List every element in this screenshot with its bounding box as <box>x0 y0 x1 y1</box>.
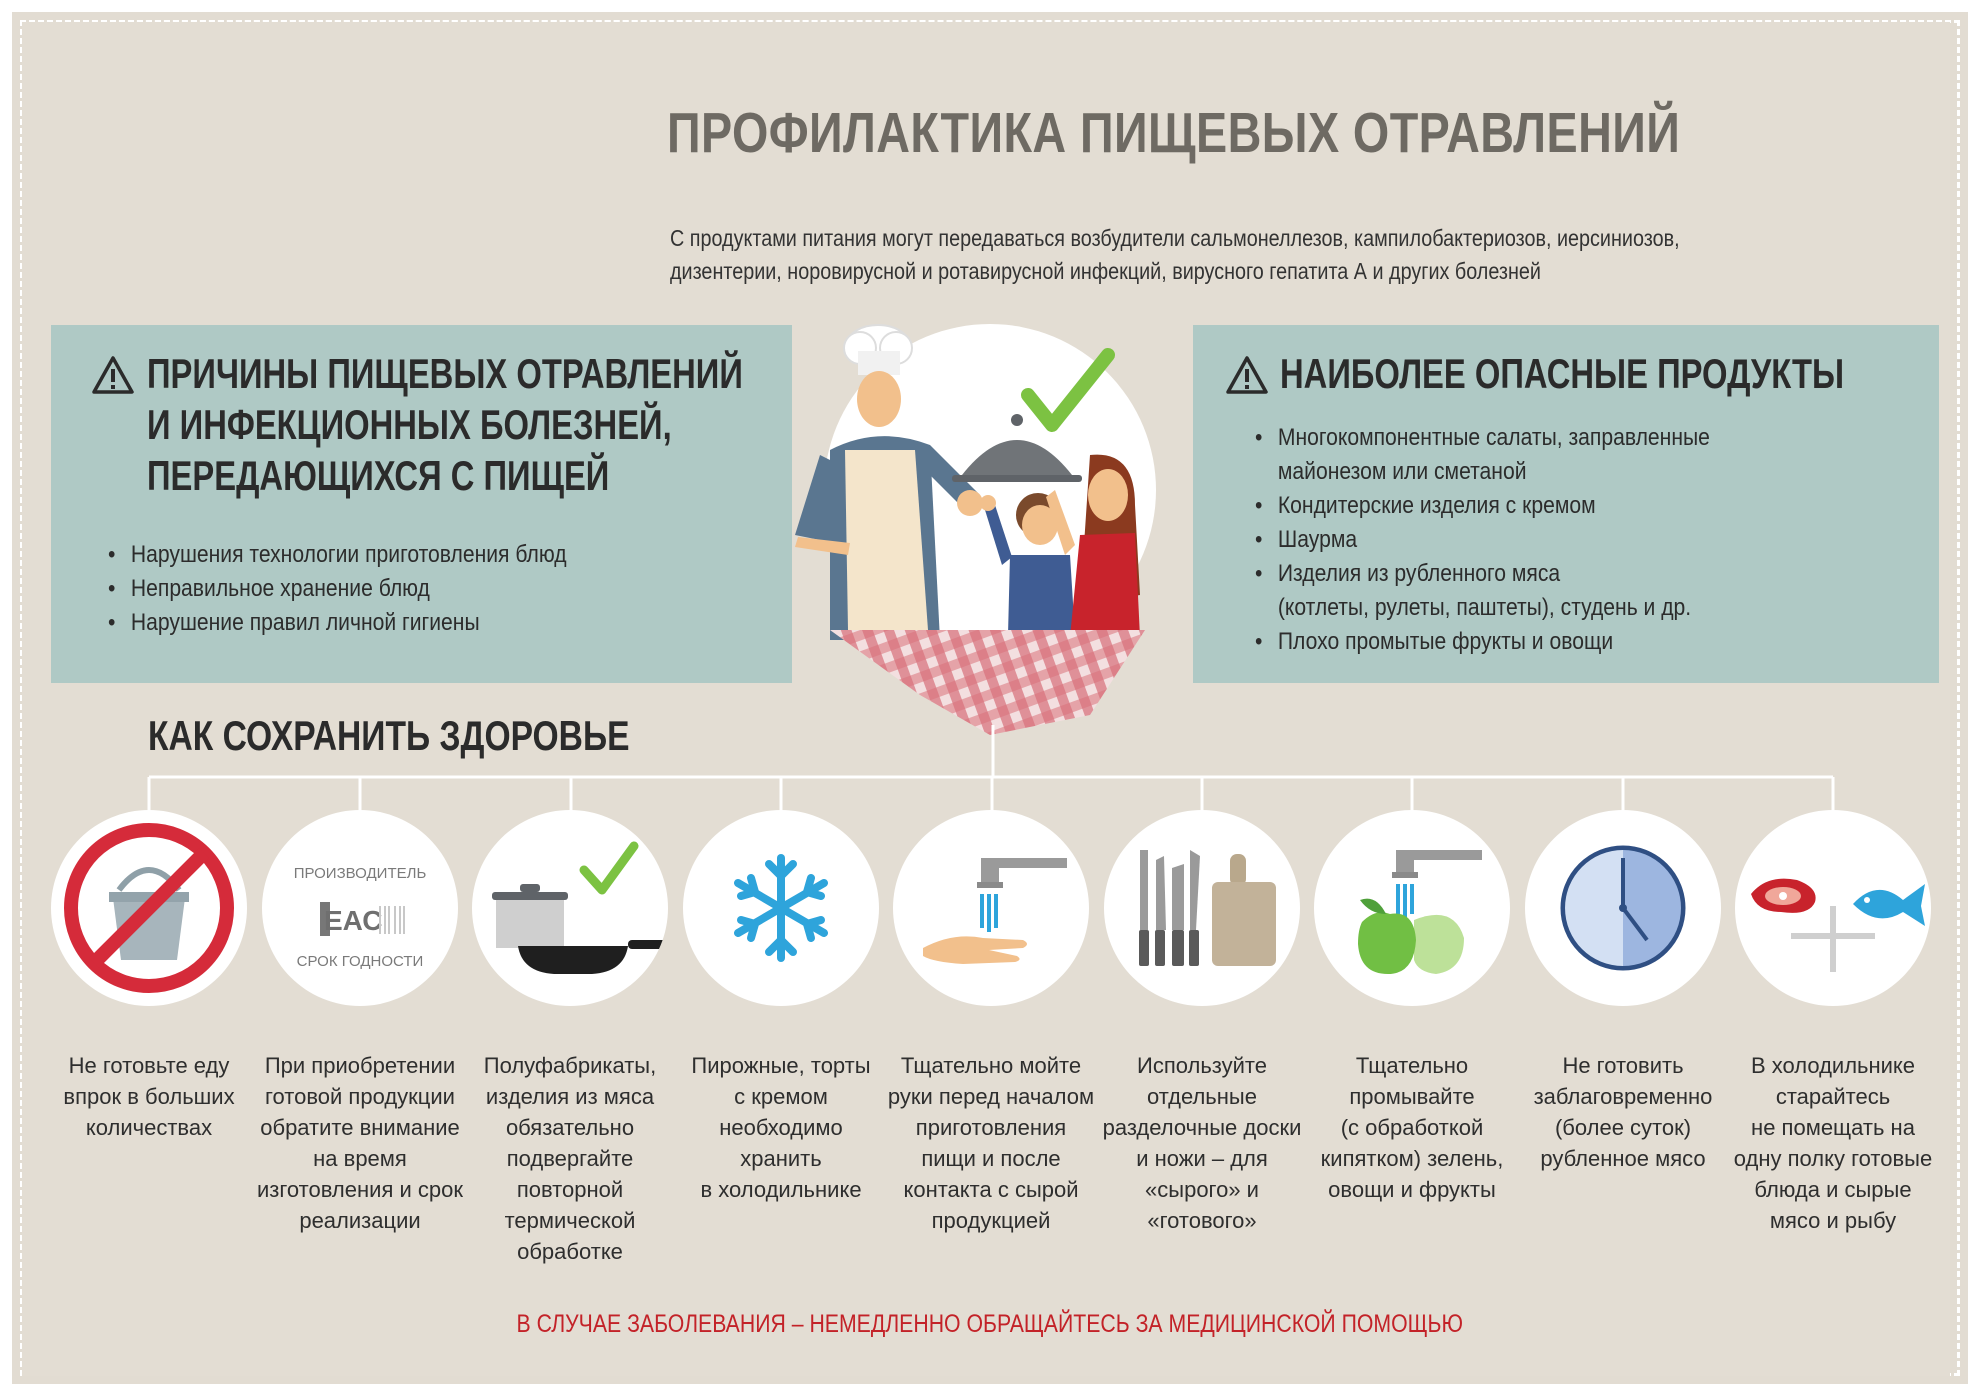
tip-caption-line: Используйте <box>1137 1053 1267 1078</box>
list-item: • Изделия из рубленного мяса <box>1255 560 1561 587</box>
causes-title-line: ПРИЧИНЫ ПИЩЕВЫХ ОТРАВЛЕНИЙ <box>147 350 743 397</box>
tip-circle-product-label <box>262 810 458 1006</box>
tip-caption <box>1508 1050 1738 1174</box>
label-expiry: СРОК ГОДНОСТИ <box>296 953 424 970</box>
dangerous-title: НАИБОЛЕЕ ОПАСНЫЕ ПРОДУКТЫ <box>1280 350 1845 397</box>
tip-caption <box>1297 1050 1527 1205</box>
tip-caption <box>876 1050 1106 1236</box>
tip-caption-line: одну полку готовые <box>1733 1146 1933 1171</box>
tip-circle-meat-fish <box>1735 810 1931 1006</box>
tip-caption-line: обязательно <box>505 1115 635 1140</box>
tip-caption-line: обработке <box>517 1239 623 1264</box>
family-illustration <box>790 315 1190 735</box>
list-item-text: Нарушения технологии приготовления блюд <box>130 541 567 568</box>
dangerous-products-panel <box>1193 325 1939 683</box>
tip-caption-line: В холодильнике <box>1750 1053 1916 1078</box>
tip-caption-line: пищи и после <box>921 1146 1061 1171</box>
tip-circle-knives-board <box>1104 810 1300 1006</box>
tip-caption-line: Тщательно <box>1355 1053 1469 1078</box>
list-item: • Многокомпонентные салаты, заправленные <box>1255 424 1710 451</box>
tip-caption-line: Тщательно мойте <box>900 1053 1082 1078</box>
dangerous-list <box>1255 421 1772 659</box>
causes-title-line: ПЕРЕДАЮЩИХСЯ С ПИЩЕЙ <box>147 452 610 499</box>
tip-caption <box>666 1050 896 1205</box>
tip-caption-line: «сырого» и <box>1145 1177 1259 1202</box>
tip-circle-snowflake <box>683 810 879 1006</box>
meat-fish-icon <box>1735 810 1931 1006</box>
label-manufacturer: ПРОИЗВОДИТЕЛЬ <box>293 865 427 882</box>
causes-list <box>108 538 629 640</box>
hand-wash-icon <box>893 810 1089 1006</box>
list-item: • Нарушения технологии приготовления блюд <box>108 541 567 568</box>
tip-caption-line: (с обработкой <box>1340 1115 1484 1140</box>
tip-circle-hand-wash <box>893 810 1089 1006</box>
intro-text <box>670 222 1702 288</box>
list-item-text: Многокомпонентные салаты, заправленные <box>1277 424 1710 451</box>
tip-caption-line: готовой продукции <box>265 1084 455 1109</box>
tip-circle-cookware <box>472 810 668 1006</box>
tip-caption-line: продукцией <box>931 1208 1051 1233</box>
tip-caption-line: Полуфабрикаты, <box>483 1053 657 1078</box>
snowflake-icon <box>683 810 879 1006</box>
list-item-text: майонезом или сметаной <box>1277 458 1527 485</box>
causes-title <box>147 348 743 501</box>
tip-caption <box>1718 1050 1948 1236</box>
tip-caption-line: Не готовьте еду <box>68 1053 230 1078</box>
tip-caption-line: овощи и фрукты <box>1328 1177 1496 1202</box>
tip-caption-line: отдельные <box>1147 1084 1257 1109</box>
tip-caption <box>455 1050 685 1267</box>
causes-panel <box>51 325 792 683</box>
clock-icon <box>1525 810 1721 1006</box>
tip-caption-line: хранить <box>740 1146 822 1171</box>
footer-text: В СЛУЧАЕ ЗАБОЛЕВАНИЯ – НЕМЕДЛЕННО ОБРАЩАЙТЕСЬ ЗА МЕДИЦИНСКОЙ ПОМОЩЬЮ <box>516 1310 1464 1338</box>
list-item-text: Шаурма <box>1277 526 1358 553</box>
knives-board-icon <box>1104 810 1300 1006</box>
causes-title-line: И ИНФЕКЦИОННЫХ БОЛЕЗНЕЙ, <box>147 401 672 448</box>
tip-caption-line: разделочные доски <box>1102 1115 1302 1140</box>
tip-caption-line: блюда и сырые <box>1754 1177 1912 1202</box>
tip-caption-line: промывайте <box>1349 1084 1475 1109</box>
tip-caption-line: приготовления <box>915 1115 1067 1140</box>
warning-icon <box>91 355 135 395</box>
list-item: • Плохо промытые фрукты и овощи <box>1255 628 1614 655</box>
section-title: КАК СОХРАНИТЬ ЗДОРОВЬЕ <box>148 712 630 759</box>
tip-caption-line: рубленное мясо <box>1540 1146 1706 1171</box>
tip-caption-line: Пирожные, торты <box>691 1053 871 1078</box>
tip-caption-line: не помещать на <box>1751 1115 1915 1140</box>
tip-circle-clock <box>1525 810 1721 1006</box>
tip-caption-line: заблаговременно <box>1533 1084 1713 1109</box>
tip-caption-line: и ножи – для <box>1136 1146 1268 1171</box>
tip-caption-line: подвергайте <box>506 1146 634 1171</box>
tablecloth <box>830 630 1145 735</box>
tip-caption-line: термической <box>504 1208 636 1233</box>
intro-line: С продуктами питания могут передаваться возбудители сальмонеллезов, кампилобактериозов, иерсиниозов, <box>670 225 1680 251</box>
tip-caption-line: старайтесь <box>1775 1084 1891 1109</box>
tip-caption-line: контакта с сырой <box>903 1177 1079 1202</box>
tip-circle-wash-apples <box>1314 810 1510 1006</box>
tip-caption-line: обратите внимание <box>260 1115 460 1140</box>
tip-caption-line: повторной <box>516 1177 624 1202</box>
tip-caption <box>245 1050 475 1236</box>
wash-apples-icon <box>1314 810 1510 1006</box>
list-item-text: Кондитерские изделия с кремом <box>1277 492 1596 519</box>
tip-caption-line: кипятком) зелень, <box>1320 1146 1504 1171</box>
footer-warning <box>0 1310 1980 1339</box>
tip-circle-no-bucket <box>51 810 247 1006</box>
list-item: • Шаурма <box>1255 526 1358 553</box>
list-item-text: Нарушение правил личной гигиены <box>130 609 480 636</box>
list-item-continuation <box>1255 455 1710 489</box>
tip-caption <box>1087 1050 1317 1236</box>
tip-caption-line: на время <box>313 1146 407 1171</box>
tip-caption <box>34 1050 264 1143</box>
tip-caption-line: (более суток) <box>1554 1115 1692 1140</box>
tip-caption-line: мясо и рыбу <box>1769 1208 1897 1233</box>
tip-caption-line: с кремом <box>734 1084 828 1109</box>
cookware-icon <box>472 810 668 1006</box>
tip-caption-line: впрок в больших <box>63 1084 235 1109</box>
tip-caption-line: «готового» <box>1147 1208 1257 1233</box>
tip-caption-line: в холодильнике <box>700 1177 862 1202</box>
list-item-text: Изделия из рубленного мяса <box>1277 560 1561 587</box>
list-item-text: (котлеты, рулеты, паштеты), студень и др. <box>1277 594 1692 621</box>
tip-caption-line: реализации <box>299 1208 421 1233</box>
tip-caption-line: изделия из мяса <box>485 1084 655 1109</box>
list-item-text: Неправильное хранение блюд <box>130 575 430 602</box>
eac-mark: ЕАС <box>324 905 383 936</box>
list-item-continuation <box>1255 591 1710 625</box>
intro-line: дизентерии, норовирусной и ротавирусной инфекций, вирусного гепатита А и других болезней <box>670 258 1541 284</box>
list-item: • Кондитерские изделия с кремом <box>1255 492 1596 519</box>
tip-caption-line: изготовления и срок <box>257 1177 463 1202</box>
page-title: ПРОФИЛАКТИКА ПИЩЕВЫХ ОТРАВЛЕНИЙ <box>667 101 1681 165</box>
tip-caption-line: При приобретении <box>264 1053 456 1078</box>
tip-caption-line: Не готовить <box>1562 1053 1684 1078</box>
tip-caption-line: руки перед началом <box>887 1084 1095 1109</box>
list-item: • Неправильное хранение блюд <box>108 575 430 602</box>
tip-caption-line: необходимо <box>719 1115 843 1140</box>
list-item: • Нарушение правил личной гигиены <box>108 609 480 636</box>
warning-icon <box>1225 355 1269 395</box>
no-bucket-icon <box>51 810 247 1006</box>
tip-caption-line: количествах <box>85 1115 213 1140</box>
list-item-text: Плохо промытые фрукты и овощи <box>1277 628 1614 655</box>
product-label-icon <box>262 810 458 1006</box>
